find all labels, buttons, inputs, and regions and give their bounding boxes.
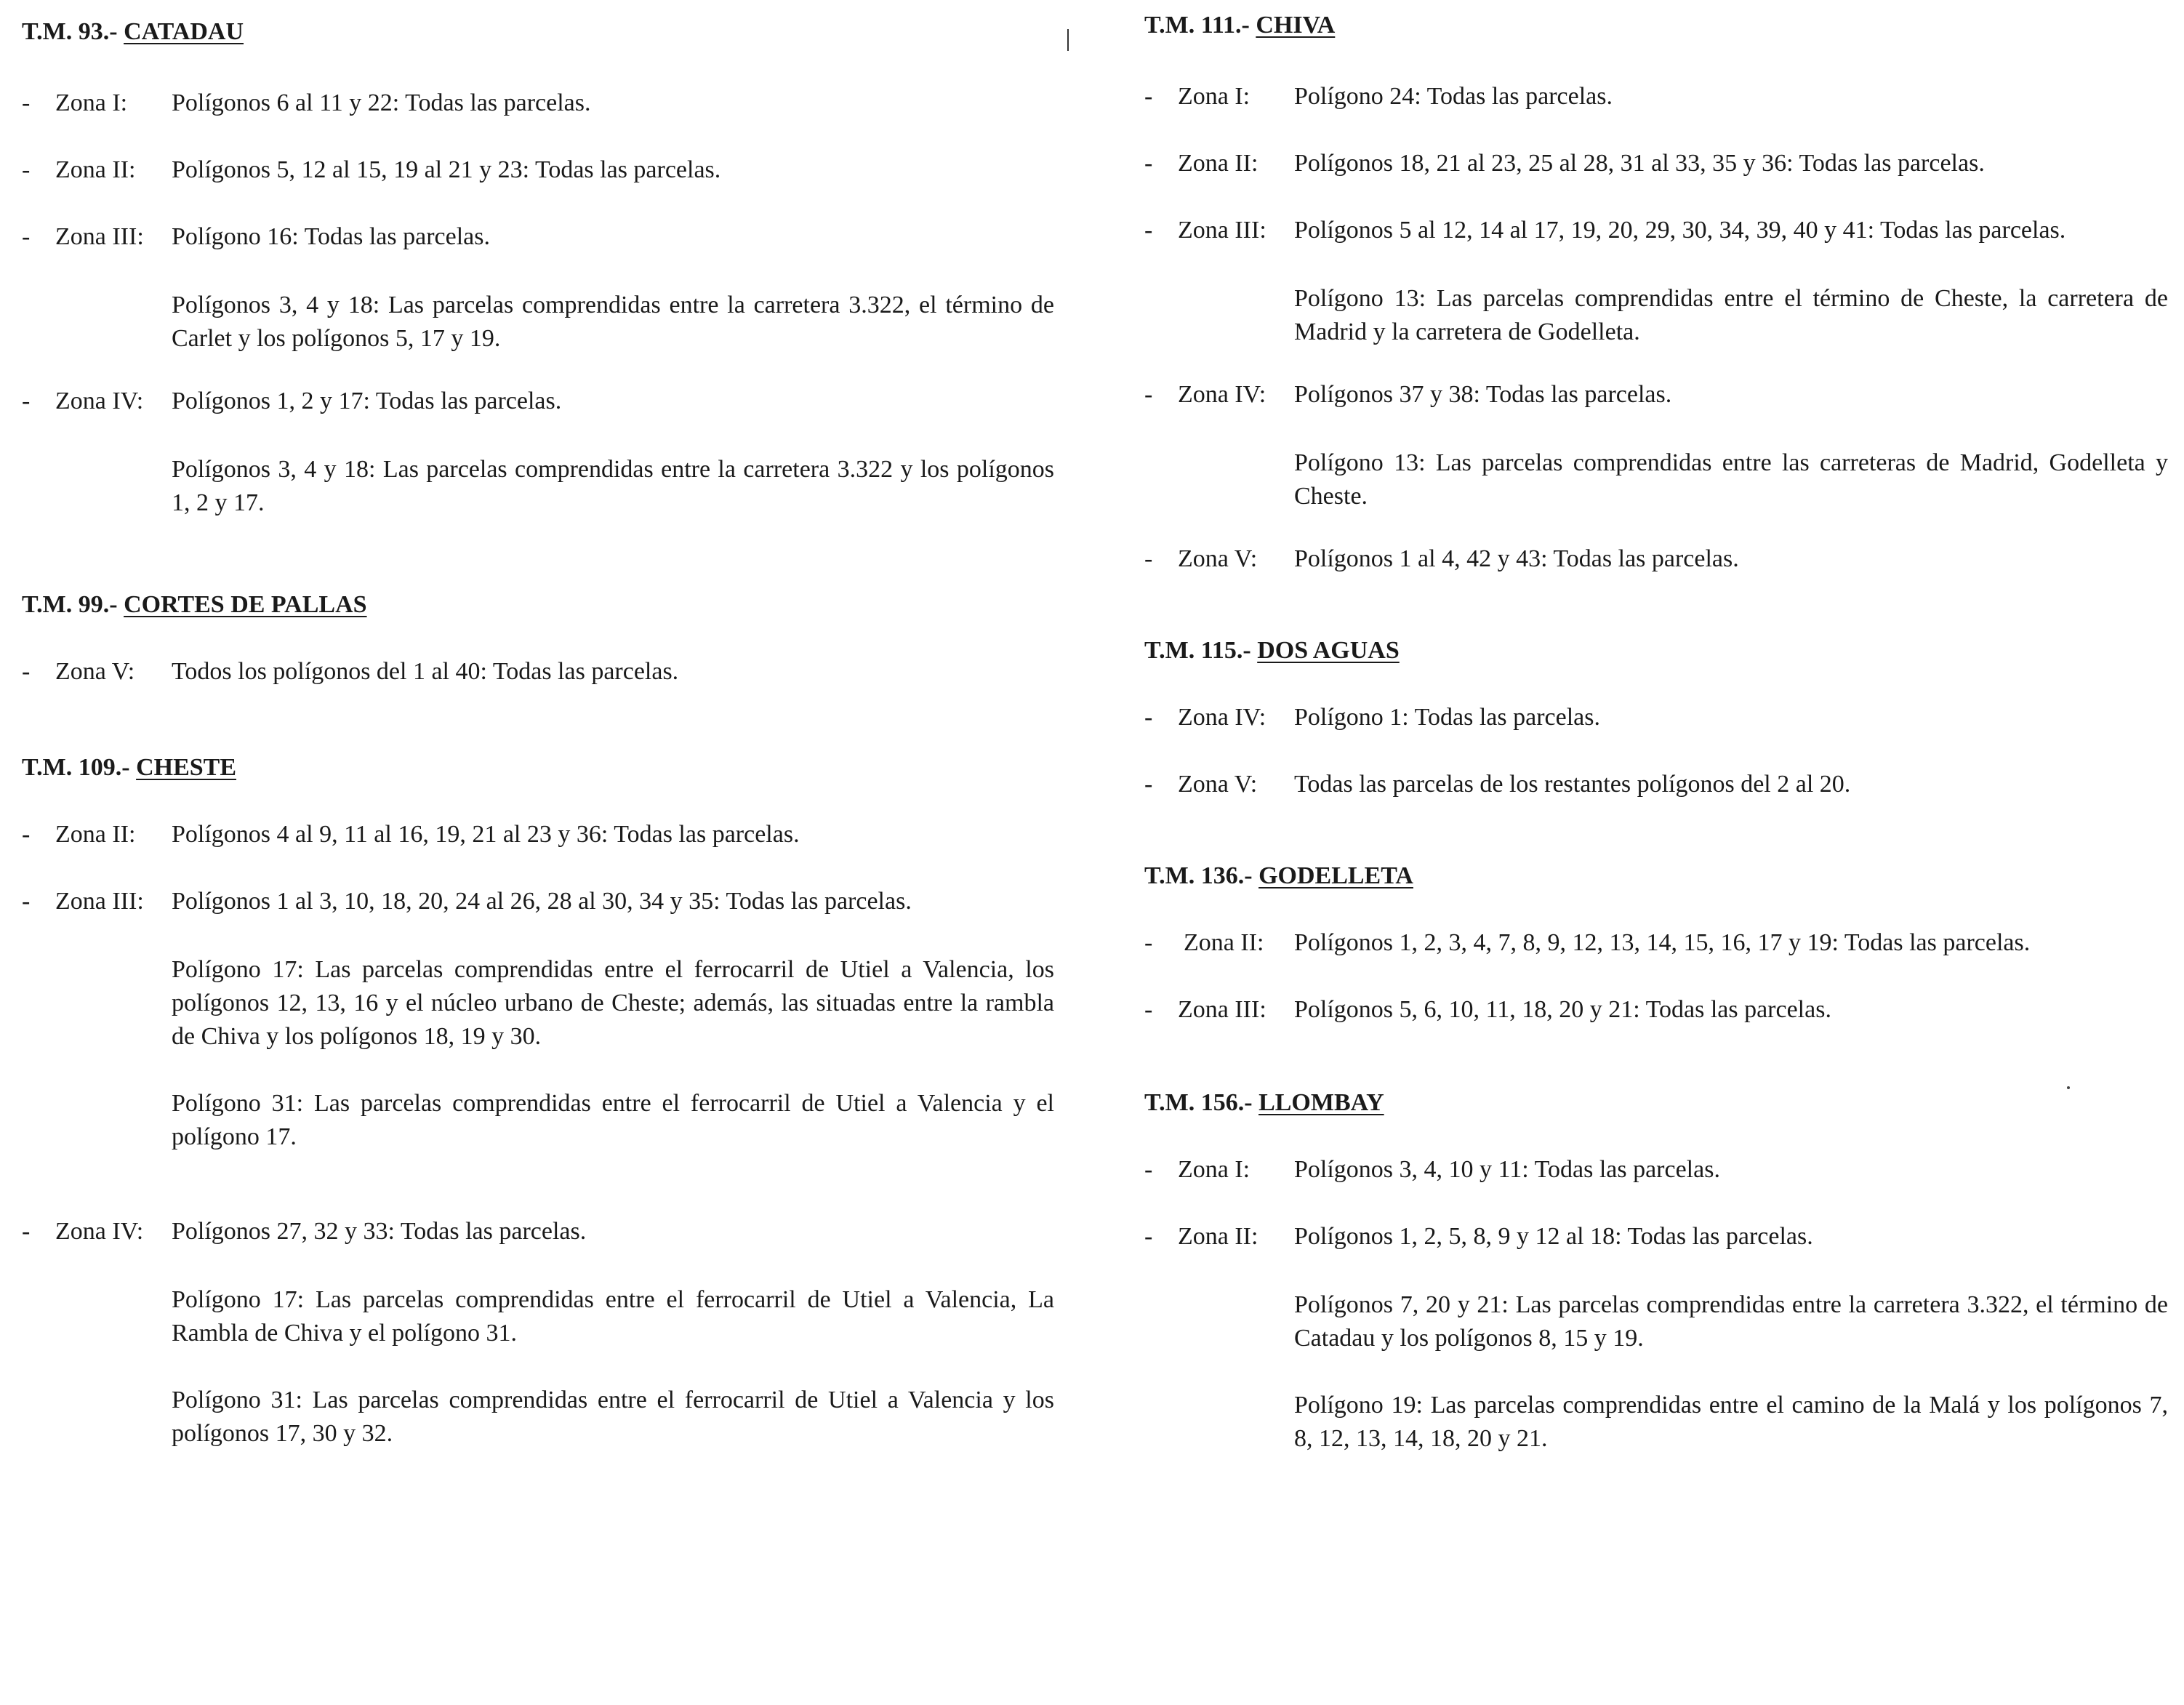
list-dash: -: [1144, 217, 1153, 244]
municipality-name: DOS AGUAS: [1257, 637, 1400, 664]
margin-tick-mark: [1067, 29, 1069, 51]
zone-label: Zona II:: [55, 156, 136, 183]
tm-number: T.M. 115.-: [1144, 637, 1251, 664]
section-heading: [1144, 862, 2168, 891]
zone-row: [1144, 704, 2168, 737]
zone-subparagraph: Polígono 13: Las parcelas comprendidas entre el término de Cheste, la carretera de Madrid y la carretera de Godelleta.: [1294, 285, 2168, 345]
zone-row: [22, 223, 1054, 257]
list-dash: -: [1144, 1156, 1153, 1183]
section-cortes-de-pallas: [22, 591, 1054, 691]
zone-text: Polígonos 37 y 38: Todas las parcelas.: [1294, 381, 1672, 408]
zone-row: [1144, 150, 2168, 183]
section-catadau: [22, 18, 1054, 520]
zone-label: Zona II:: [55, 821, 136, 848]
zone-text: Polígonos 5, 6, 10, 11, 18, 20 y 21: Todas las parcelas.: [1294, 996, 1831, 1023]
tm-number: T.M. 93.-: [22, 18, 118, 45]
zone-text: Polígonos 3, 4, 10 y 11: Todas las parcelas.: [1294, 1156, 1720, 1183]
right-column: [1144, 0, 2168, 1452]
section-heading: [1144, 1089, 2168, 1118]
municipality-name: GODELLETA: [1258, 862, 1413, 889]
zone-row: [1144, 1156, 2168, 1190]
list-dash: -: [1144, 704, 1153, 731]
zone-text: Polígonos 4 al 9, 11 al 16, 19, 21 al 23 y 36: Todas las parcelas.: [172, 821, 800, 848]
zone-text: Polígonos 27, 32 y 33: Todas las parcelas.: [172, 1218, 587, 1245]
list-dash: -: [1144, 381, 1153, 408]
tm-number: T.M. 136.-: [1144, 862, 1253, 889]
section-llombay: [1144, 1089, 2168, 1456]
list-dash: -: [1144, 545, 1153, 572]
list-dash: -: [1144, 929, 1153, 956]
zone-label: Zona II:: [1184, 929, 1264, 956]
municipality-name: CHESTE: [136, 754, 237, 781]
section-heading: [22, 754, 1054, 783]
zone-row: [22, 658, 1054, 691]
zone-row: [22, 888, 1054, 921]
zone-row: [22, 156, 1054, 190]
zone-subparagraph: Polígono 17: Las parcelas comprendidas entre el ferrocarril de Utiel a Valencia, los polígonos 12, 13, 16 y el núcleo urbano de Cheste; además, las situadas entre la rambla de Chiva y los polígonos 18, 19 y 30.: [172, 956, 1054, 1050]
zone-label: Zona IV:: [55, 1218, 144, 1245]
tm-number: T.M. 156.-: [1144, 1089, 1253, 1116]
zone-text: Polígonos 5, 12 al 15, 19 al 21 y 23: Todas las parcelas.: [172, 156, 721, 183]
zone-row: [1144, 771, 2168, 804]
zone-row: [1144, 381, 2168, 414]
zone-row: [1144, 83, 2168, 116]
zone-subparagraph: Polígonos 7, 20 y 21: Las parcelas comprendidas entre la carretera 3.322, el término de Catadau y los polígonos 8, 15 y 19.: [1294, 1291, 2168, 1352]
zone-label: Zona I:: [1178, 1156, 1250, 1183]
list-dash: -: [1144, 83, 1153, 110]
list-dash: -: [22, 888, 31, 915]
list-dash: -: [22, 658, 31, 685]
zone-label: Zona V:: [1178, 771, 1258, 798]
zone-label: Zona V:: [1178, 545, 1258, 572]
zone-label: Zona III:: [55, 888, 144, 915]
zone-subparagraph: Polígono 31: Las parcelas comprendidas entre el ferrocarril de Utiel a Valencia y los polígonos 17, 30 y 32.: [172, 1387, 1054, 1447]
list-dash: -: [22, 156, 31, 183]
list-dash: -: [1144, 1223, 1153, 1250]
section-godelleta: [1144, 862, 2168, 1030]
zone-label: Zona IV:: [1178, 381, 1266, 408]
zone-row: [1144, 996, 2168, 1030]
zone-text: Polígonos 1 al 3, 10, 18, 20, 24 al 26, 28 al 30, 34 y 35: Todas las parcelas.: [172, 888, 912, 915]
municipality-name: CORTES DE PALLAS: [124, 591, 367, 618]
zone-row: [22, 821, 1054, 854]
zone-label: Zona IV:: [1178, 704, 1266, 731]
municipality-name: LLOMBAY: [1258, 1089, 1384, 1116]
zone-subparagraph: Polígonos 3, 4 y 18: Las parcelas comprendidas entre la carretera 3.322, el término de Carlet y los polígonos 5, 17 y 19.: [172, 292, 1054, 352]
zone-text: Todas las parcelas de los restantes polígonos del 2 al 20.: [1294, 771, 1851, 798]
zone-row: [1144, 217, 2168, 250]
list-dash: -: [22, 223, 31, 250]
zone-text: Polígono 1: Todas las parcelas.: [1294, 704, 1600, 731]
zone-label: Zona III:: [1178, 217, 1266, 244]
list-dash: -: [22, 821, 31, 848]
list-dash: -: [22, 388, 31, 414]
zone-row: [1144, 1223, 2168, 1256]
municipality-name: CHIVA: [1256, 12, 1336, 39]
zone-text: Polígonos 1, 2, 5, 8, 9 y 12 al 18: Todas las parcelas.: [1294, 1223, 1813, 1250]
zone-row: [22, 1218, 1054, 1251]
tm-number: T.M. 111.-: [1144, 12, 1250, 39]
zone-subparagraph: Polígonos 3, 4 y 18: Las parcelas comprendidas entre la carretera 3.322 y los polígonos 1, 2 y 17.: [172, 456, 1054, 516]
zone-text: Polígonos 1 al 4, 42 y 43: Todas las parcelas.: [1294, 545, 1739, 572]
zone-row: [1144, 929, 2168, 963]
zone-label: Zona IV:: [55, 388, 144, 414]
zone-subparagraph: Polígono 31: Las parcelas comprendidas entre el ferrocarril de Utiel a Valencia y el polígono 17.: [172, 1090, 1054, 1150]
list-dash: -: [1144, 150, 1153, 177]
zone-row: [1144, 545, 2168, 579]
list-dash: -: [1144, 996, 1153, 1023]
tm-number: T.M. 109.-: [22, 754, 130, 781]
zone-text: Polígono 16: Todas las parcelas.: [172, 223, 490, 250]
zone-label: Zona II:: [1178, 1223, 1258, 1250]
municipality-name: CATADAU: [124, 18, 244, 45]
section-heading: [1144, 637, 2168, 666]
zone-subparagraph: Polígono 17: Las parcelas comprendidas entre el ferrocarril de Utiel a Valencia, La Rambla de Chiva y el polígono 31.: [172, 1286, 1054, 1347]
left-column: [22, 0, 1054, 1447]
zone-text: Polígonos 18, 21 al 23, 25 al 28, 31 al 33, 35 y 36: Todas las parcelas.: [1294, 150, 1985, 177]
zone-label: Zona II:: [1178, 150, 1258, 177]
list-dash: -: [22, 89, 31, 116]
zone-text: Polígonos 6 al 11 y 22: Todas las parcelas.: [172, 89, 591, 116]
zone-row: [22, 388, 1054, 421]
zone-text: Polígonos 5 al 12, 14 al 17, 19, 20, 29, 30, 34, 39, 40 y 41: Todas las parcelas.: [1294, 217, 2066, 244]
zone-label: Zona I:: [1178, 83, 1250, 110]
zone-text: Todos los polígonos del 1 al 40: Todas las parcelas.: [172, 658, 679, 685]
section-heading: [22, 591, 1054, 620]
section-chiva: [1144, 12, 2168, 579]
zone-subparagraph: Polígono 19: Las parcelas comprendidas entre el camino de la Malá y los polígonos 7, 8, 12, 13, 14, 18, 20 y 21.: [1294, 1392, 2168, 1452]
section-cheste: [22, 754, 1054, 1451]
zone-row: [22, 89, 1054, 123]
zone-subparagraph: Polígono 13: Las parcelas comprendidas entre las carreteras de Madrid, Godelleta y Cheste.: [1294, 449, 2168, 510]
zone-label: Zona I:: [55, 89, 128, 116]
list-dash: -: [1144, 771, 1153, 798]
zone-text: Polígonos 1, 2, 3, 4, 7, 8, 9, 12, 13, 14, 15, 16, 17 y 19: Todas las parcelas.: [1294, 929, 2031, 956]
section-heading: [1144, 12, 2168, 41]
section-heading: [22, 18, 1054, 47]
tm-number: T.M. 99.-: [22, 591, 118, 618]
zone-label: Zona III:: [55, 223, 144, 250]
zone-label: Zona V:: [55, 658, 135, 685]
zone-label: Zona III:: [1178, 996, 1266, 1023]
section-dos-aguas: [1144, 637, 2168, 804]
zone-text: Polígonos 1, 2 y 17: Todas las parcelas.: [172, 388, 562, 414]
list-dash: -: [22, 1218, 31, 1245]
zone-text: Polígono 24: Todas las parcelas.: [1294, 83, 1613, 110]
